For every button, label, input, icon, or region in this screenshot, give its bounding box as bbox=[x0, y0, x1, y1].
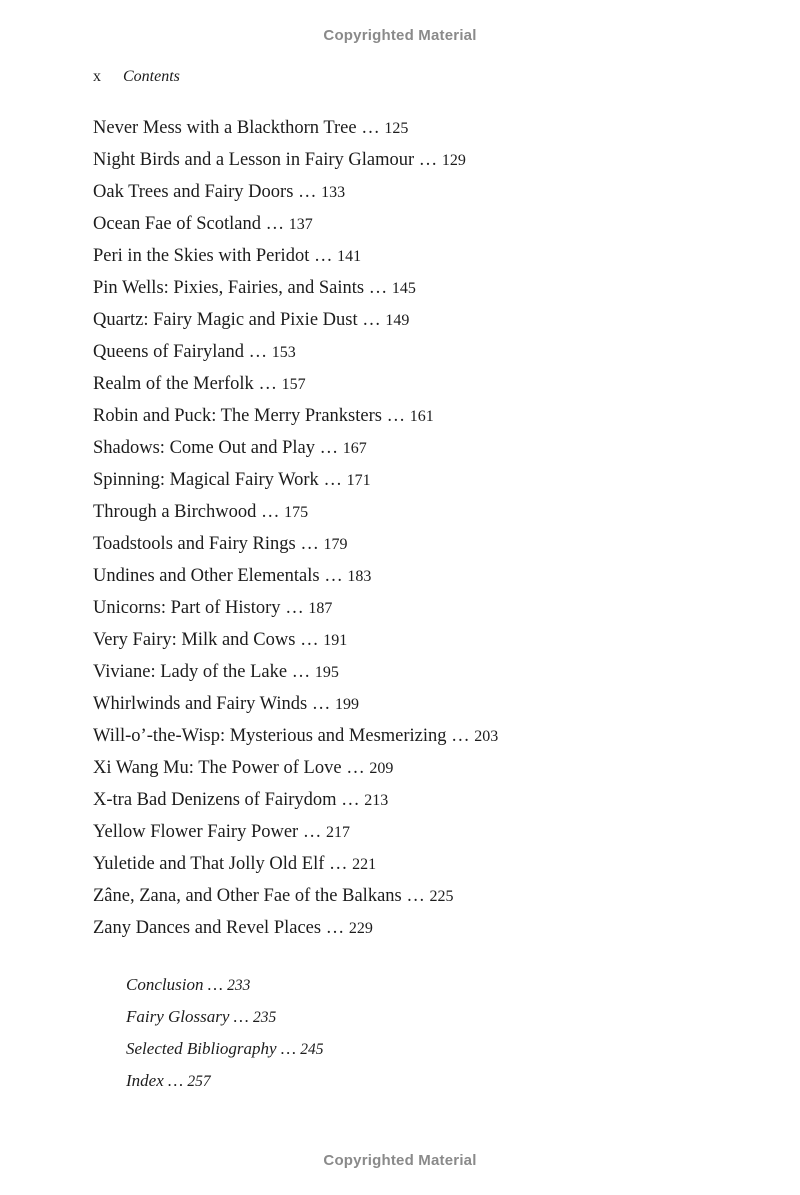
toc-separator: … bbox=[295, 630, 324, 650]
toc-entry-title: Queens of Fairyland bbox=[93, 342, 245, 362]
running-head bbox=[93, 68, 180, 86]
toc-entry bbox=[93, 244, 498, 276]
toc-entry-title: Oak Trees and Fairy Doors bbox=[93, 182, 294, 202]
toc-entry-page: 125 bbox=[384, 120, 409, 137]
back-matter-entry bbox=[126, 1070, 323, 1102]
page-folio: x bbox=[93, 68, 101, 85]
toc-entry bbox=[93, 532, 498, 564]
toc-entry-title: Spinning: Magical Fairy Work bbox=[93, 470, 319, 490]
toc-separator: … bbox=[336, 790, 365, 810]
toc-entry-page: 183 bbox=[347, 568, 372, 585]
toc-entry-page: 141 bbox=[337, 248, 362, 265]
toc-entry-title: Will-o’-the-Wisp: Mysterious and Mesmerizing bbox=[93, 726, 447, 746]
toc-entry-title: Shadows: Come Out and Play bbox=[93, 438, 315, 458]
toc-entry-page: 175 bbox=[284, 504, 309, 521]
toc-entry-page: 137 bbox=[288, 216, 313, 233]
toc-entry-title: Yuletide and That Jolly Old Elf bbox=[93, 854, 325, 874]
toc-entry-page: 145 bbox=[391, 280, 416, 297]
toc-entry bbox=[93, 724, 498, 756]
back-matter-list bbox=[126, 974, 323, 1102]
toc-entry-title: Pin Wells: Pixies, Fairies, and Saints bbox=[93, 278, 365, 298]
toc-entry-page: 199 bbox=[334, 696, 359, 713]
toc-separator: … bbox=[321, 918, 349, 938]
toc-separator: … bbox=[229, 1007, 254, 1026]
toc-entry-page: 203 bbox=[474, 728, 499, 745]
toc-entry bbox=[93, 180, 498, 212]
toc-entry-title: Zâne, Zana, and Other Fae of the Balkans bbox=[93, 886, 402, 906]
toc-separator: … bbox=[307, 694, 335, 714]
back-matter-title: Index bbox=[126, 1071, 164, 1090]
toc-entry-page: 171 bbox=[346, 472, 371, 489]
toc-entry-title: Whirlwinds and Fairy Winds bbox=[93, 694, 308, 714]
toc-separator: … bbox=[287, 662, 315, 682]
back-matter-title: Conclusion bbox=[126, 975, 204, 994]
toc-entry-page: 167 bbox=[342, 440, 367, 457]
toc-separator: … bbox=[244, 342, 272, 362]
toc-entry-title: Peri in the Skies with Peridot bbox=[93, 246, 310, 266]
toc-entry bbox=[93, 436, 498, 468]
toc-entry bbox=[93, 276, 498, 308]
toc-separator: … bbox=[298, 822, 326, 842]
toc-entry-page: 217 bbox=[325, 824, 350, 841]
toc-entry bbox=[93, 308, 498, 340]
back-matter-title: Selected Bibliography bbox=[126, 1039, 277, 1058]
toc-separator: … bbox=[203, 975, 228, 994]
toc-entry-page: 229 bbox=[348, 920, 373, 937]
toc-separator: … bbox=[319, 566, 348, 586]
toc-separator: … bbox=[324, 854, 353, 874]
toc-separator: … bbox=[341, 758, 370, 778]
back-matter-page: 233 bbox=[227, 977, 251, 994]
toc-entry-page: 221 bbox=[352, 856, 377, 873]
toc-entry-title: Undines and Other Elementals bbox=[93, 566, 320, 586]
toc-separator: … bbox=[260, 214, 289, 234]
copyright-watermark-top: Copyrighted Material bbox=[323, 27, 477, 44]
toc-entry-page: 161 bbox=[409, 408, 434, 425]
copyright-watermark-bottom: Copyrighted Material bbox=[323, 1152, 477, 1169]
toc-entry bbox=[93, 340, 498, 372]
contents-list bbox=[93, 116, 498, 948]
toc-entry bbox=[93, 212, 498, 244]
toc-entry-page: 209 bbox=[369, 760, 394, 777]
running-head-title: Contents bbox=[123, 68, 180, 85]
toc-separator: … bbox=[414, 150, 442, 170]
toc-entry-title: Unicorns: Part of History bbox=[93, 598, 281, 618]
toc-separator: … bbox=[276, 1039, 301, 1058]
toc-entry bbox=[93, 372, 498, 404]
back-matter-entry bbox=[126, 1006, 323, 1038]
toc-separator: … bbox=[357, 310, 386, 330]
toc-entry-title: Yellow Flower Fairy Power bbox=[93, 822, 299, 842]
toc-entry bbox=[93, 596, 498, 628]
toc-entry-page: 133 bbox=[321, 184, 346, 201]
toc-entry-title: Quartz: Fairy Magic and Pixie Dust bbox=[93, 310, 358, 330]
toc-separator: … bbox=[356, 118, 385, 138]
toc-entry bbox=[93, 500, 498, 532]
toc-entry-title: Toadstools and Fairy Rings bbox=[93, 534, 296, 554]
toc-entry-page: 191 bbox=[323, 632, 348, 649]
toc-separator: … bbox=[295, 534, 324, 554]
toc-entry-page: 179 bbox=[323, 536, 348, 553]
toc-separator: … bbox=[401, 886, 430, 906]
toc-entry-title: Never Mess with a Blackthorn Tree bbox=[93, 118, 357, 138]
toc-separator: … bbox=[315, 438, 343, 458]
toc-entry-page: 187 bbox=[308, 600, 333, 617]
toc-entry-page: 149 bbox=[385, 312, 410, 329]
toc-entry-title: Viviane: Lady of the Lake bbox=[93, 662, 288, 682]
toc-separator: … bbox=[163, 1071, 188, 1090]
toc-separator: … bbox=[446, 726, 475, 746]
toc-entry bbox=[93, 820, 498, 852]
back-matter-entry bbox=[126, 974, 323, 1006]
toc-entry bbox=[93, 756, 498, 788]
toc-separator: … bbox=[280, 598, 309, 618]
toc-entry-title: Realm of the Merfolk bbox=[93, 374, 254, 394]
toc-separator: … bbox=[364, 278, 392, 298]
toc-entry bbox=[93, 564, 498, 596]
toc-separator: … bbox=[318, 470, 347, 490]
toc-entry-title: Night Birds and a Lesson in Fairy Glamour bbox=[93, 150, 415, 170]
toc-entry bbox=[93, 404, 498, 436]
toc-entry-page: 153 bbox=[271, 344, 296, 361]
toc-entry bbox=[93, 468, 498, 500]
toc-entry-page: 195 bbox=[314, 664, 339, 681]
toc-entry-page: 157 bbox=[281, 376, 306, 393]
toc-entry bbox=[93, 852, 498, 884]
toc-entry bbox=[93, 148, 498, 180]
toc-entry-title: Xi Wang Mu: The Power of Love bbox=[93, 758, 342, 778]
toc-entry bbox=[93, 692, 498, 724]
toc-entry-title: Through a Birchwood bbox=[93, 502, 257, 522]
toc-separator: … bbox=[309, 246, 338, 266]
toc-entry bbox=[93, 916, 498, 948]
toc-separator: … bbox=[293, 182, 322, 202]
toc-entry bbox=[93, 628, 498, 660]
toc-separator: … bbox=[381, 406, 410, 426]
back-matter-entry bbox=[126, 1038, 323, 1070]
back-matter-page: 235 bbox=[253, 1009, 277, 1026]
toc-entry-page: 129 bbox=[441, 152, 466, 169]
toc-entry-title: Very Fairy: Milk and Cows bbox=[93, 630, 296, 650]
toc-entry bbox=[93, 660, 498, 692]
toc-entry-page: 225 bbox=[429, 888, 454, 905]
toc-entry-title: Zany Dances and Revel Places bbox=[93, 918, 322, 938]
back-matter-page: 257 bbox=[187, 1073, 211, 1090]
toc-entry-title: X-tra Bad Denizens of Fairydom bbox=[93, 790, 337, 810]
toc-entry bbox=[93, 884, 498, 916]
toc-entry bbox=[93, 788, 498, 820]
toc-entry-page: 213 bbox=[364, 792, 389, 809]
toc-entry-title: Ocean Fae of Scotland bbox=[93, 214, 261, 234]
toc-entry bbox=[93, 116, 498, 148]
toc-separator: … bbox=[256, 502, 285, 522]
toc-separator: … bbox=[253, 374, 282, 394]
back-matter-title: Fairy Glossary bbox=[126, 1007, 230, 1026]
back-matter-page: 245 bbox=[300, 1041, 324, 1058]
toc-entry-title: Robin and Puck: The Merry Pranksters bbox=[93, 406, 382, 426]
